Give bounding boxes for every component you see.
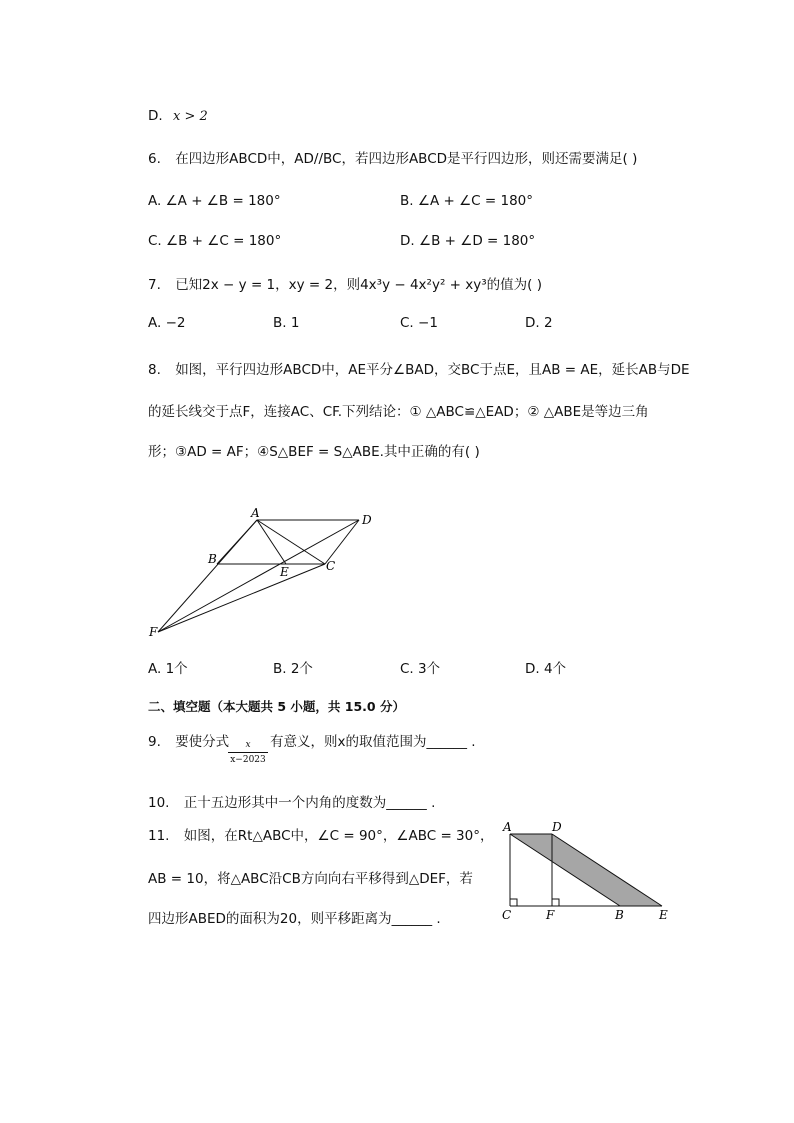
question-text: 在四边形ABCD中，AD//BC，若四边形ABCD是平行四边形，则还需要满足( ) — [175, 151, 638, 167]
q6-option-b: B. ∠A + ∠C = 180° — [400, 193, 534, 209]
question-text-pre: 要使分式 — [175, 734, 230, 750]
q7-option-b: B. 1 — [273, 315, 300, 331]
fraction-numerator: x — [245, 740, 251, 750]
question-text: 正十五边形其中一个内角的度数为______ . — [183, 795, 436, 811]
fraction-denominator: x−2023 — [230, 755, 266, 765]
segment-cd — [325, 520, 359, 564]
label-b: B — [615, 908, 624, 922]
question-number: 9. — [148, 734, 161, 750]
q8-stem-line1 — [148, 358, 690, 378]
option-expression: x > 2 — [172, 109, 208, 124]
label-e: E — [659, 908, 668, 922]
question-text: 已知2x − y = 1，xy = 2，则4x³y − 4x²y² + xy³的值为( ) — [175, 277, 542, 293]
q5-option-d — [148, 108, 208, 124]
shaded-region — [510, 834, 662, 906]
label-a: A — [503, 820, 512, 834]
q11-stem-line1 — [148, 824, 493, 844]
q6-stem — [148, 147, 637, 167]
q8-option-b: B. 2个 — [273, 661, 313, 677]
q8-figure — [146, 505, 386, 640]
q8-stem-line2: 的延长线交于点F，连接AC、CF.下列结论：① △ABC≌△EAD；② △ABE是等边三角 — [148, 404, 649, 420]
label-a: A — [251, 506, 260, 520]
segment-ae — [257, 520, 286, 564]
question-text: 如图，平行四边形ABCD中，AE平分∠BAD，交BC于点E，且AB = AE，延长AB与DE — [175, 362, 690, 378]
label-c: C — [502, 908, 512, 922]
q7-stem — [148, 273, 542, 293]
q7-option-d: D. 2 — [525, 315, 553, 331]
segment-fd — [158, 520, 359, 632]
label-b: B — [208, 552, 217, 566]
right-angle-c — [510, 899, 517, 906]
question-number: 11. — [148, 828, 170, 844]
question-text: 如图，在Rt△ABC中，∠C = 90°，∠ABC = 30°， — [183, 828, 494, 844]
label-d: D — [362, 513, 372, 527]
q6-option-c: C. ∠B + ∠C = 180° — [148, 233, 282, 249]
label-c: C — [326, 559, 336, 573]
label-e: E — [280, 565, 289, 579]
q11-figure — [498, 820, 678, 925]
question-number: 10. — [148, 795, 170, 811]
right-angle-f — [552, 899, 559, 906]
question-number: 6. — [148, 151, 161, 167]
question-number: 7. — [148, 277, 161, 293]
segment-fc — [158, 564, 325, 632]
q11-stem-line3: 四边形ABED的面积为20，则平移距离为______ . — [148, 911, 441, 927]
label-d: D — [552, 820, 562, 834]
q8-option-d: D. 4个 — [525, 661, 567, 677]
q7-option-a: A. −2 — [148, 315, 186, 331]
q9-fraction — [228, 740, 268, 765]
q8-option-a: A. 1个 — [148, 661, 188, 677]
q8-option-c: C. 3个 — [400, 661, 441, 677]
q6-option-a: A. ∠A + ∠B = 180° — [148, 193, 281, 209]
label-f: F — [546, 908, 555, 922]
segment-fa — [158, 520, 257, 632]
q11-stem-line2: AB = 10，将△ABC沿CB方向向右平移得到△DEF，若 — [148, 871, 473, 887]
q8-stem-line3: 形；③AD = AF；④S△BEF = S△ABE.其中正确的有( ) — [148, 444, 480, 460]
q7-option-c: C. −1 — [400, 315, 438, 331]
q9-stem-post: 有意义，则x的取值范围为______ . — [270, 734, 476, 750]
q9-stem — [148, 730, 229, 750]
fraction-bar — [228, 752, 268, 753]
question-number: 8. — [148, 362, 161, 378]
q10-stem — [148, 791, 435, 811]
q6-option-d: D. ∠B + ∠D = 180° — [400, 233, 536, 249]
label-f: F — [149, 625, 158, 639]
section-heading: 二、填空题（本大题共 5 小题，共 15.0 分） — [148, 699, 405, 714]
option-label: D. — [148, 108, 163, 124]
